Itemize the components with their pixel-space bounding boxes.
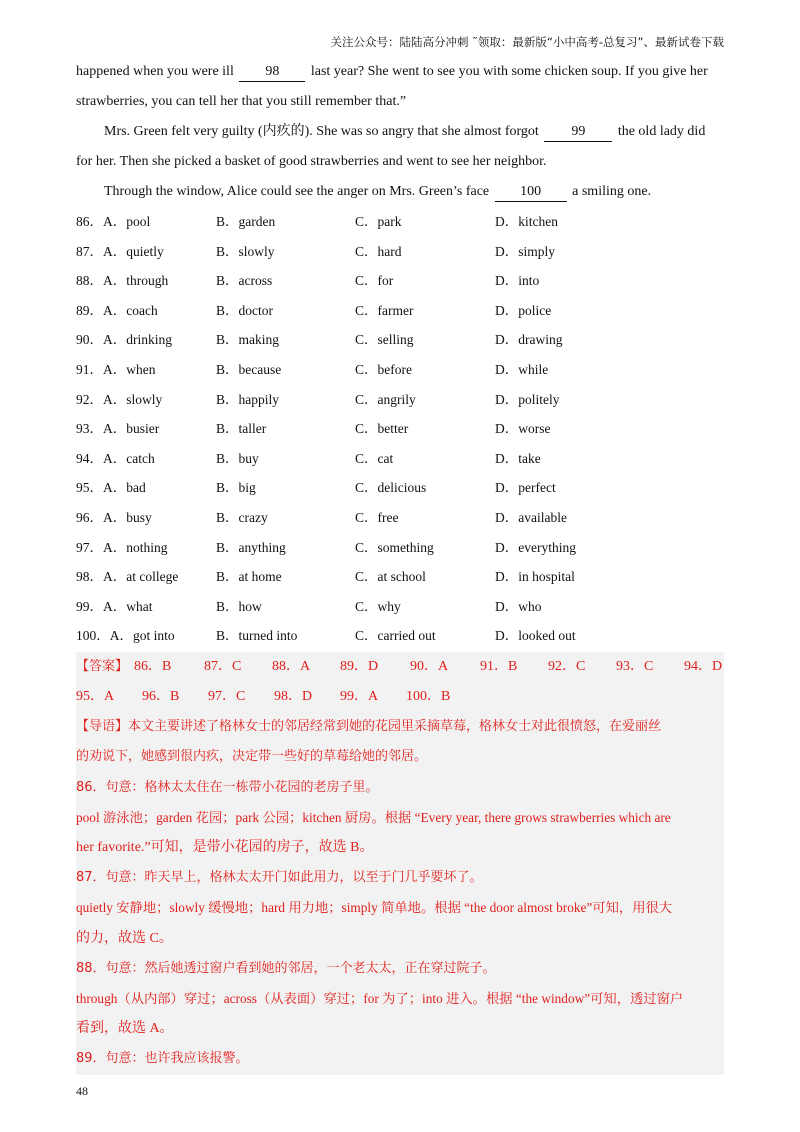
answer-item: 92．C [548, 658, 586, 674]
option-row-93: 93．A．busier B．taller C．better D．worse [76, 421, 551, 437]
answer-item: 97．C [208, 689, 246, 705]
option-row-94: 94．A．catch B．buy C．cat D．take [76, 450, 541, 466]
answer-item: 96．B [142, 689, 180, 705]
option-row-92: 92．A．slowly B．happily C．angrily D．politely [76, 391, 560, 407]
options-list [76, 207, 724, 651]
blank-99: 99 [544, 123, 612, 142]
option-row-87: 87．A．quietly B．slowly C．hard D．simply [76, 243, 556, 259]
explanation-line: 89．句意：也许我应该报警。 [76, 1051, 249, 1067]
option-row-95: 95．A．bad B．big C．delicious D．perfect [76, 480, 556, 496]
answer-item: 88．A [272, 658, 311, 674]
answer-item: 87．C [204, 658, 242, 674]
explanation-line: quietly 安静地；slowly 缓慢地；hard 用力地；simply 简单地。根据 “the door almost broke”可知，用很大 [76, 900, 673, 916]
answer-item: 95．A [76, 689, 115, 705]
option-row-100: 100．A．got into B．turned into C．carried out D．looked out [76, 628, 576, 644]
answer-item: 98．D [274, 689, 313, 705]
explanation-line: through（从内部）穿过；across（从表面）穿过；for 为了；into 进入。根据 “the window”可知，透过窗户 [76, 990, 684, 1006]
option-row-99: 99．A．what B．how C．why D．who [76, 598, 542, 614]
explanation-line: her favorite.”可知，是带小花园的房子，故选 B。 [76, 840, 374, 856]
option-row-86: 86．A．pool B．garden C．park D．kitchen [76, 214, 558, 229]
option-row-96: 96．A．busy B．crazy C．free D．available [76, 509, 567, 525]
page-number: 48 [76, 1084, 88, 1098]
option-row-89: 89．A．coach B．doctor C．farmer D．police [76, 302, 552, 318]
explanation-line: 看到，故选 A。 [76, 1021, 174, 1037]
answer-item: 86．B [134, 658, 172, 674]
answer-item: 90．A [410, 658, 449, 674]
blank-98: 98 [239, 63, 305, 82]
answer-item: 91．B [480, 658, 518, 674]
answer-row-2 [76, 682, 724, 712]
explanation-line: 88．句意：然后她透过窗户看到她的邻居，一个老太太，正在穿过院子。 [76, 960, 496, 976]
passage-line: for her. Then she picked a basket of good strawberries and went to see her neighbor. [76, 154, 547, 169]
answer-item: 100．B [406, 689, 451, 705]
explanation-line: 87．句意：昨天早上，格林太太开门如此用力，以至于门几乎要坏了。 [76, 870, 483, 886]
answer-row-1 [76, 652, 724, 682]
answer-item: 94．D [684, 658, 723, 674]
passage-line: Through the window, Alice could see the anger on Mrs. Green’s face 100 a smiling one. [76, 177, 724, 207]
option-row-97: 97．A．nothing B．anything C．something D．everything [76, 539, 576, 555]
passage-line: happened when you were ill 98 last year? She went to see you with some chicken soup. If you give her [76, 57, 724, 87]
option-row-88: 88．A．through B．across C．for D．into [76, 273, 540, 289]
guide-line: 的劝说下，她感到很内疚，决定带一些好的草莓给她的邻居。 [76, 749, 428, 765]
answer-item: 99．A [340, 689, 379, 705]
blank-100: 100 [495, 183, 567, 202]
explanation-line: 的力，故选 C。 [76, 930, 173, 946]
answer-section [76, 652, 724, 1075]
document-body [76, 57, 724, 1075]
passage-line: Mrs. Green felt very guilty (内疚的). She was so angry that she almost forgot 99 the old lady did [76, 117, 724, 147]
passage-line: strawberries, you can tell her that you still remember that.” [76, 94, 407, 109]
answer-item: 89．D [340, 658, 379, 674]
option-row-98: 98．A．at college B．at home C．at school D．in hospital [76, 569, 575, 585]
answer-label: 【答案】 [76, 658, 129, 674]
explanation-line: 86．句意：格林太太住在一栋带小花园的老房子里。 [76, 779, 379, 795]
page-header: 关注公众号：陆陆高分冲刺 ˜领取：最新版“小中高考-总复习”、最新试卷下载 [330, 35, 724, 49]
option-row-90: 90．A．drinking B．making C．selling D．drawing [76, 332, 563, 348]
answer-item: 93．C [616, 658, 654, 674]
option-row-91: 91．A．when B．because C．before D．while [76, 361, 549, 377]
explanation-line: pool 游泳池；garden 花园；park 公园；kitchen 厨房。根据 “Every year, there grows strawberries which are [76, 809, 671, 825]
guide-line: 【导语】本文主要讲述了格林女士的邻居经常到她的花园里采摘草莓，格林女士对此很愤怒，在爱丽丝 [76, 719, 662, 735]
